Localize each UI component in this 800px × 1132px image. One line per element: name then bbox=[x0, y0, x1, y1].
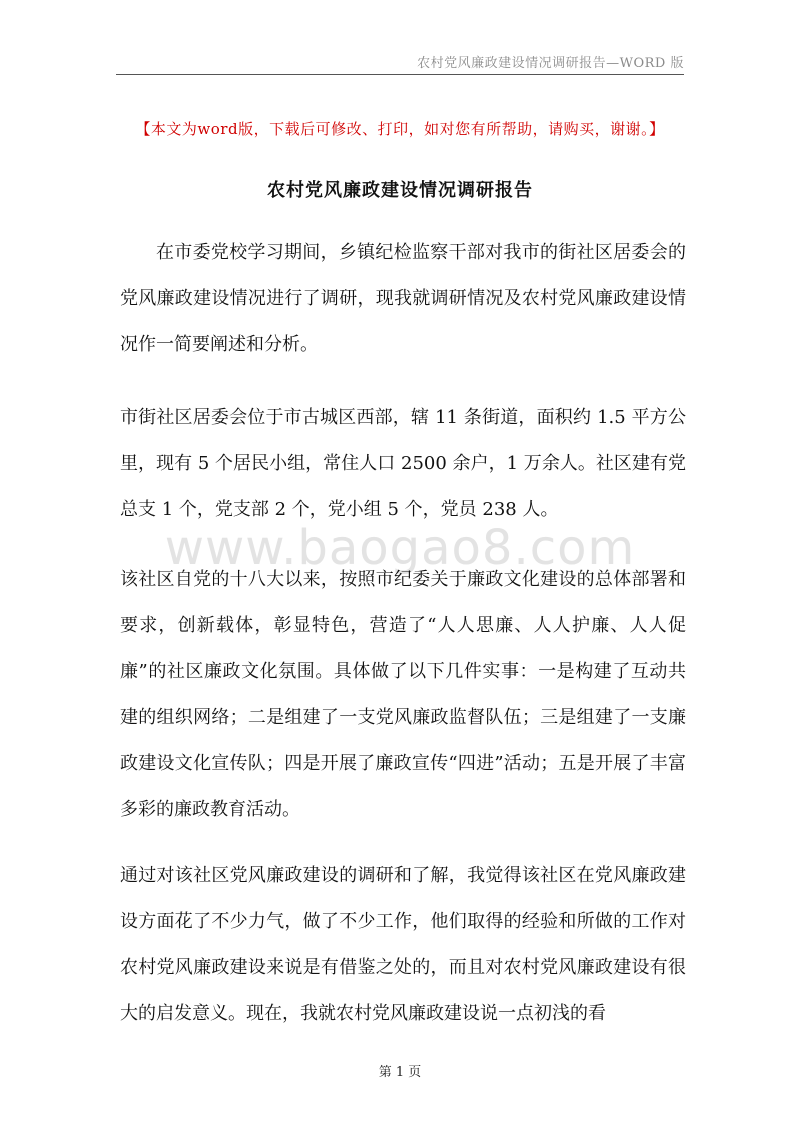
paragraph-community-overview: 市街社区居委会位于市古城区西部，辖 11 条街道，面积约 1.5 平方公里，现有 5 个居民小组，常住人口 2500 余户，1 万余人。社区建有党总支 1 个，党支部 2 个，党小组 5 个，党员 238 人。 bbox=[120, 407, 686, 520]
download-notice: 【本文为word版，下载后可修改、打印，如对您有所帮助，请购买，谢谢。】 bbox=[135, 120, 665, 138]
watermark: www.baogao8.com bbox=[164, 520, 636, 576]
page-number: 第 1 页 bbox=[378, 1065, 422, 1080]
header-divider bbox=[116, 74, 684, 75]
paragraph-intro: 在市委党校学习期间，乡镇纪检监察干部对我市的街社区居委会的党风廉政建设情况进行了调研，现我就调研情况及农村党风廉政建设情况作一简要阐述和分析。 bbox=[120, 242, 686, 355]
paragraph-reflection: 通过对该社区党风廉政建设的调研和了解，我觉得该社区在党风廉政建设方面花了不少力气，做了不少工作，他们取得的经验和所做的工作对农村党风廉政建设来说是有借鉴之处的，而且对农村党风廉政建设有很大的启发意义。现在，我就农村党风廉政建设说一点初浅的看 bbox=[120, 865, 686, 1024]
running-header: 农村党风廉政建设情况调研报告—WORD 版 bbox=[417, 56, 684, 71]
paragraph-initiatives: 该社区自党的十八大以来，按照市纪委关于廉政文化建设的总体部署和要求，创新载体，彰显特色，营造了“人人思廉、人人护廉、人人促廉”的社区廉政文化氛围。具体做了以下几件实事：一是构建了互动共建的组织网络；二是组建了一支党风廉政监督队伍；三是组建了一支廉政建设文化宣传队；四是开展了廉政宣传“四进”活动；五是开展了丰富多彩的廉政教育活动。 bbox=[120, 569, 686, 820]
document-title: 农村党风廉政建设情况调研报告 bbox=[267, 180, 533, 201]
